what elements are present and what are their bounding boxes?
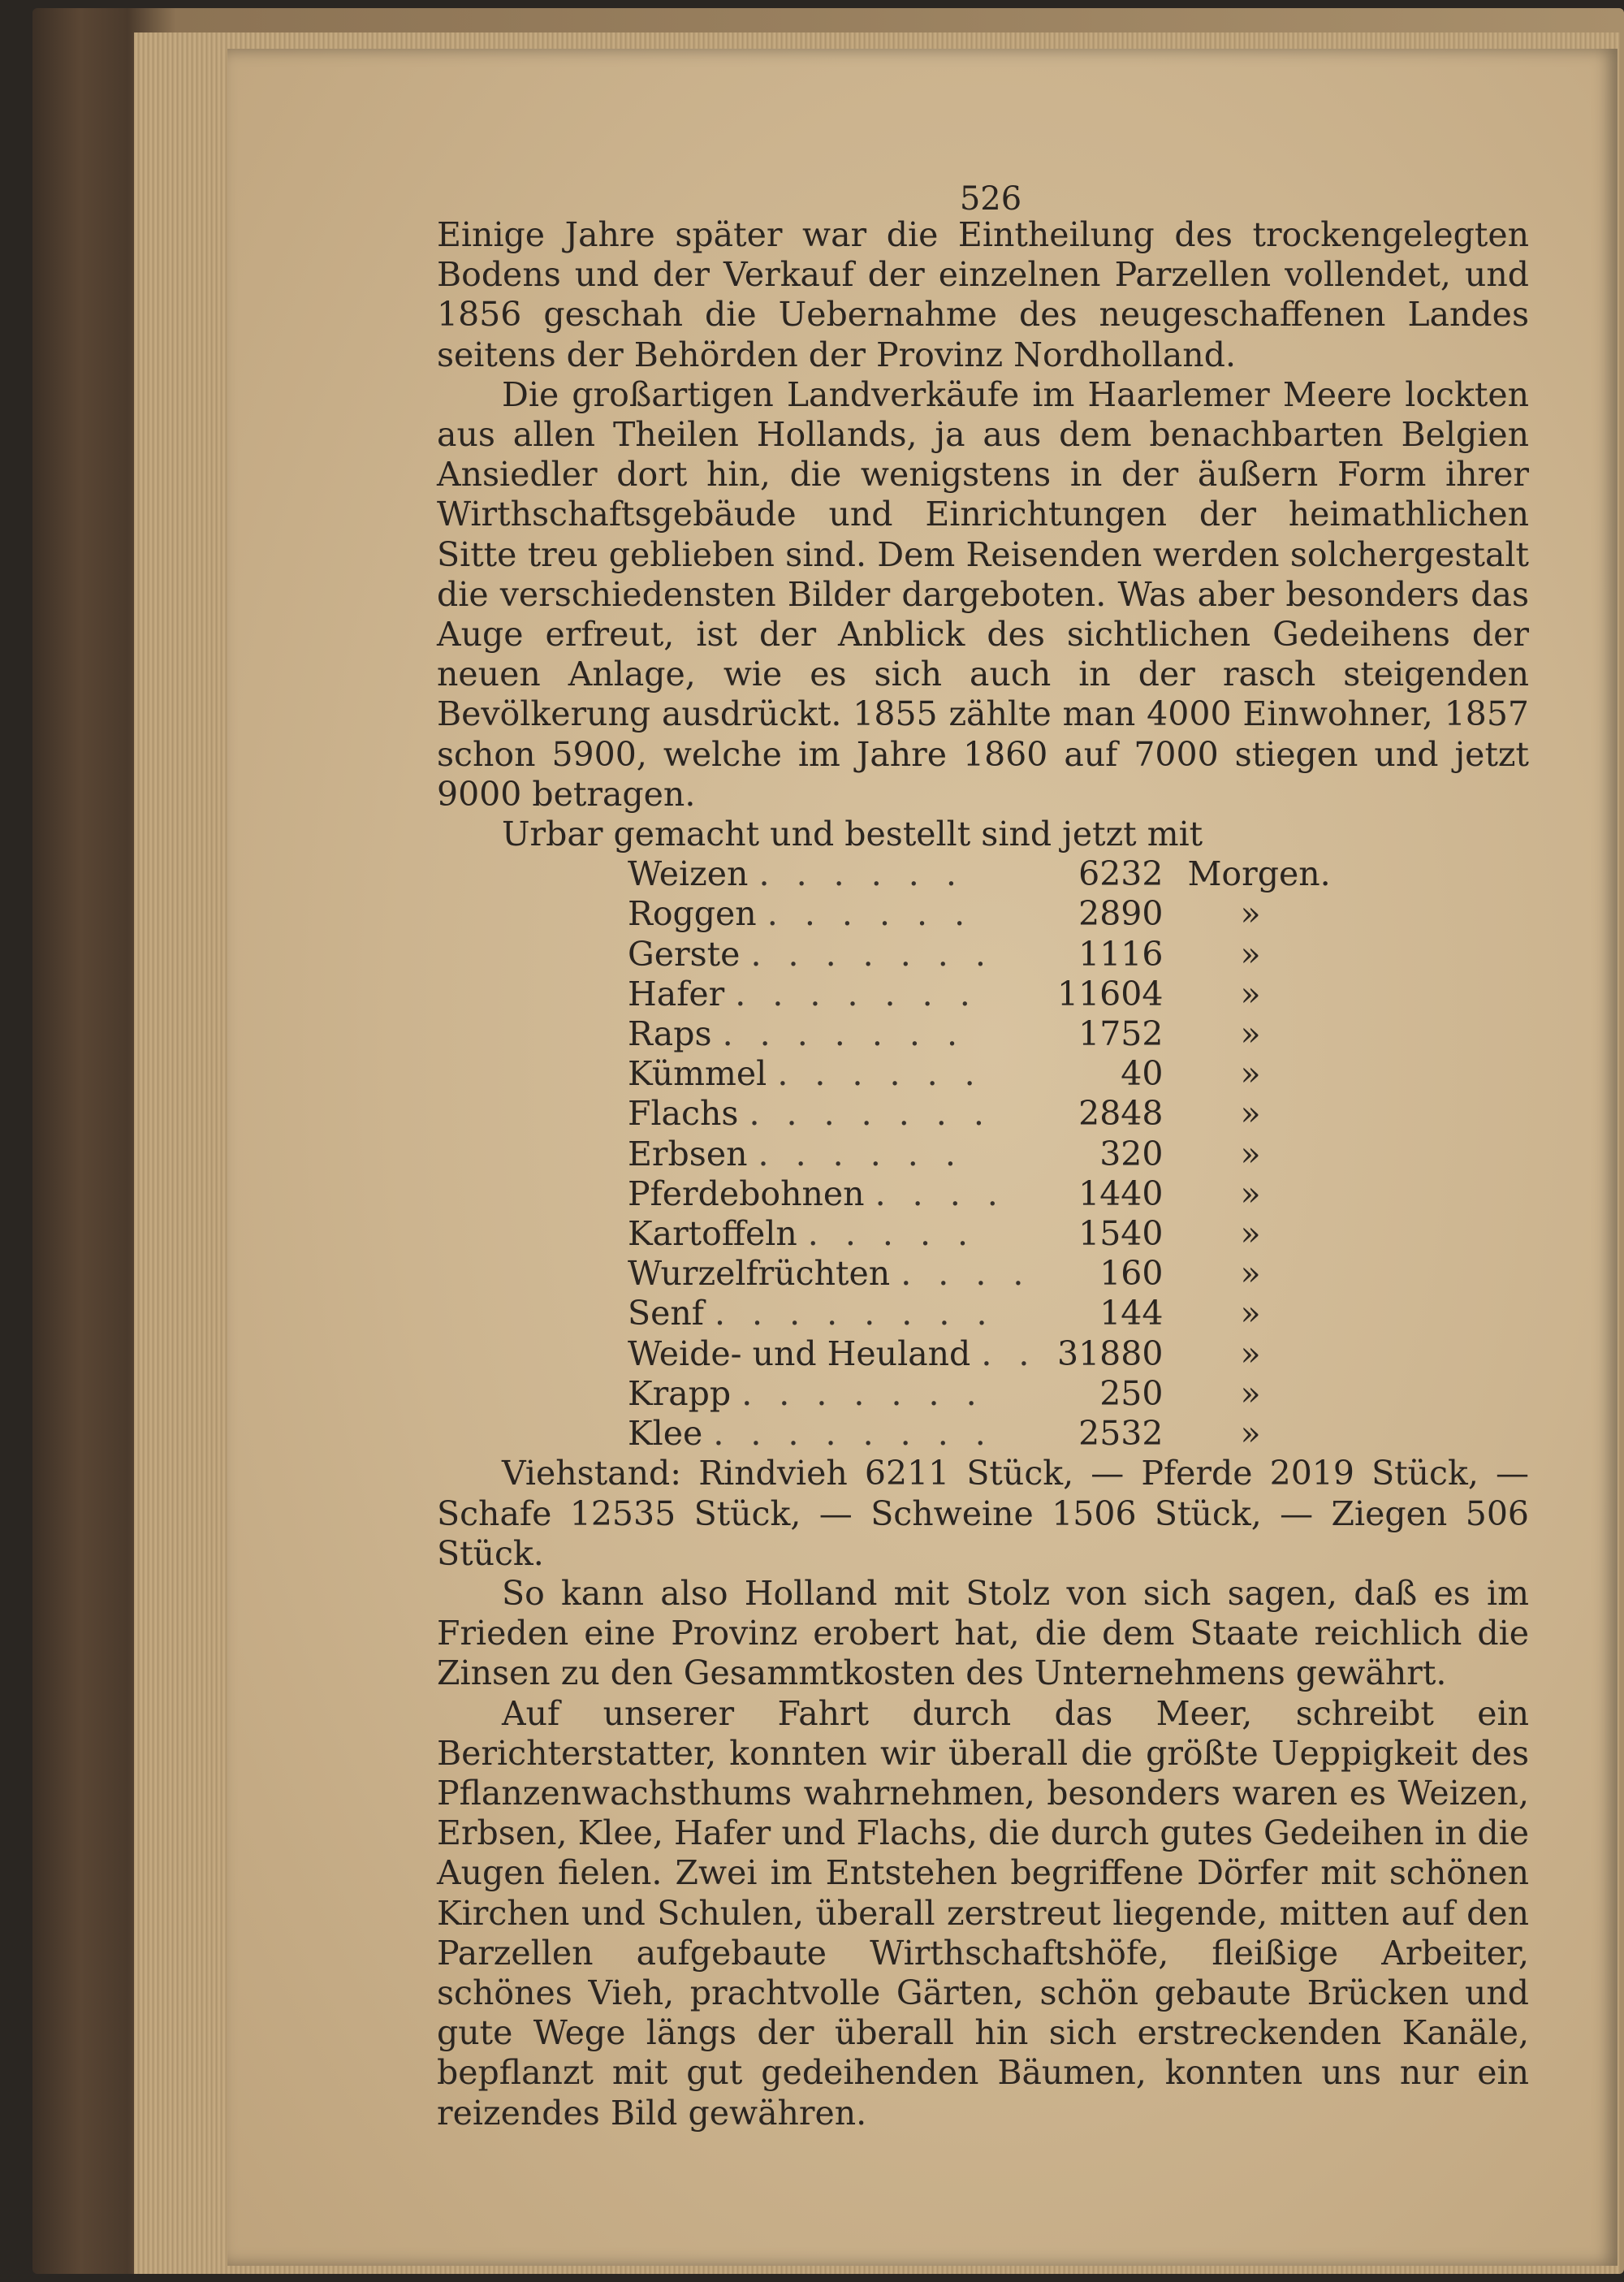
crop-value: 6232 (1078, 854, 1164, 894)
crop-name: Krapp (628, 1373, 732, 1413)
crop-name: Kartoffeln (628, 1214, 797, 1254)
leader-dots: . . . . . . . (722, 1014, 966, 1054)
crop-name: Weizen (628, 854, 749, 894)
paragraph-2: Die großartigen Landverkäufe im Haarlemer Meere lockten aus allen Theilen Hollands, ja aus dem benachbarten Belgien Ansiedler dort hin, die wenigstens in der äußern Form ihrer Wirthschaftsgebäude und Einrichtungen der heimathlichen Sitte treu geblieben sind. Dem Reisenden werden solchergestalt die verschiedensten Bilder dargeboten. Was aber besonders das Auge erfreut, ist der Anblick des sichtlichen Gedeihens der neuen Anlage, wie es sich auch in der rasch steigenden Bevölkerung ausdrückt. 1855 zählte man 4000 Einwohner, 1857 schon 5900, welche im Jahre 1860 auf 7000 stiegen und jetzt 9000 betragen. (437, 374, 1529, 814)
crop-name: Weide- und Heuland (628, 1333, 971, 1373)
crop-unit: » (1240, 1134, 1261, 1173)
crop-row (628, 1054, 1410, 1094)
paragraph-4: Auf unserer Fahrt durch das Meer, schreibt ein Berichterstatter, konnten wir überall die größte Ueppigkeit des Pflanzenwachsthums wahrnehmen, besonders waren es Weizen, Erbsen, Klee, Hafer und Flachs, die durch gutes Gedeihen in die Augen fielen. Zwei im Entstehen begriffene Dörfer mit schönen Kirchen und Schulen, überall zerstreut liegende, mitten auf den Parzellen aufgebaute Wirthschaftshöfe, fleißige Arbeiter, schönes Vieh, prachtvolle Gärten, schön gebaute Brücken und gute Wege längs der überall hin sich erstreckenden Kanäle, bepflanzt mit gut gedeihenden Bäumen, konnten uns nur ein reizendes Bild gewähren. (437, 1693, 1529, 2133)
crop-unit: Morgen. (1187, 854, 1331, 894)
crop-name: Gerste (628, 934, 741, 974)
leader-dots: . . . . . . (777, 1054, 983, 1094)
crop-value: 1752 (1078, 1014, 1164, 1054)
leader-dots: . . . . (901, 1254, 1032, 1294)
crop-row (628, 1094, 1410, 1134)
crop-unit: » (1240, 1014, 1261, 1054)
crop-row (628, 1214, 1410, 1254)
crop-value: 1540 (1078, 1214, 1164, 1254)
crop-unit: » (1240, 934, 1261, 974)
paragraph-1: Einige Jahre später war die Eintheilung des trockengelegten Bodens und der Verkauf der einzelnen Parzellen vollendet, und 1856 geschah die Uebernahme des neugeschaffenen Landes seitens der Behörden der Provinz Nordholland. (437, 215, 1529, 374)
crop-value: 2848 (1078, 1094, 1164, 1134)
crop-unit: » (1240, 974, 1261, 1014)
crop-name: Kümmel (628, 1054, 767, 1094)
leader-dots: . . . . . . . . (714, 1294, 996, 1333)
crop-unit: » (1240, 1094, 1261, 1134)
crop-value: 2890 (1078, 894, 1164, 934)
crop-value: 31880 (1057, 1333, 1164, 1373)
crop-unit: » (1240, 1173, 1261, 1213)
crop-unit: » (1240, 1214, 1261, 1254)
crop-value: 1116 (1078, 934, 1164, 974)
leader-dots: . . . . . . . (749, 1094, 992, 1134)
crop-name: Raps (628, 1014, 712, 1054)
crop-row (628, 854, 1410, 894)
crop-row (628, 1294, 1410, 1333)
crop-name: Erbsen (628, 1134, 748, 1173)
crop-row (628, 1174, 1410, 1214)
crop-unit: » (1240, 894, 1261, 934)
crop-table (628, 854, 1410, 1454)
crop-value: 320 (1099, 1134, 1164, 1173)
crop-unit: » (1240, 1254, 1261, 1294)
paragraph-livestock: Viehstand: Rindvieh 6211 Stück, — Pferde 2019 Stück, — Schafe 12535 Stück, — Schweine 1506 Stück, — Ziegen 506 Stück. (437, 1454, 1529, 1573)
leader-dots: . . . . . . (767, 894, 974, 934)
crop-row (628, 975, 1410, 1014)
crop-unit: » (1240, 1333, 1261, 1373)
leader-dots: . . . . (875, 1173, 1006, 1213)
crop-unit: » (1240, 1054, 1261, 1094)
crop-name: Hafer (628, 974, 725, 1014)
crop-row (628, 1414, 1410, 1454)
leader-dots: . . . . . . . (750, 934, 994, 974)
crop-unit: » (1240, 1294, 1261, 1333)
crop-value: 144 (1099, 1294, 1164, 1333)
paragraph-3: So kann also Holland mit Stolz von sich sagen, daß es im Frieden eine Provinz erobert hat, die dem Staate reichlich die Zinsen zu den Gesammtkosten des Unternehmens gewährt. (437, 1573, 1529, 1693)
crop-name: Klee (628, 1414, 703, 1454)
crop-value: 1440 (1078, 1173, 1164, 1213)
leader-dots: . . . . . . . (735, 974, 978, 1014)
crop-unit: » (1240, 1414, 1261, 1454)
leader-dots: . . . . . . . (741, 1373, 985, 1413)
page-number: 526 (959, 180, 1022, 218)
crop-unit: » (1240, 1373, 1261, 1413)
crop-value: 2532 (1078, 1414, 1164, 1454)
leader-dots: . . . . . . . . (713, 1414, 994, 1454)
table-intro: Urbar gemacht und bestellt sind jetzt mit (502, 815, 1203, 854)
crop-row (628, 1135, 1410, 1174)
page-text (437, 215, 1529, 2133)
crop-value: 250 (1099, 1373, 1164, 1413)
crop-row (628, 1374, 1410, 1414)
crop-value: 11604 (1057, 974, 1164, 1014)
crop-name: Wurzelfrüchten (628, 1254, 891, 1294)
crop-row (628, 935, 1410, 975)
crop-value: 160 (1099, 1254, 1164, 1294)
crop-name: Roggen (628, 894, 757, 934)
leader-dots: . . . . . (807, 1214, 977, 1254)
crop-name: Pferdebohnen (628, 1173, 865, 1213)
leader-dots: . . (981, 1333, 1038, 1373)
leader-dots: . . . . . . (758, 1134, 964, 1173)
crop-name: Senf (628, 1294, 704, 1333)
crop-row (628, 1334, 1410, 1374)
crop-row (628, 1014, 1410, 1054)
crop-value: 40 (1121, 1054, 1164, 1094)
crop-name: Flachs (628, 1094, 739, 1134)
crop-row (628, 894, 1410, 934)
leader-dots: . . . . . . (758, 854, 965, 894)
crop-row (628, 1254, 1410, 1294)
